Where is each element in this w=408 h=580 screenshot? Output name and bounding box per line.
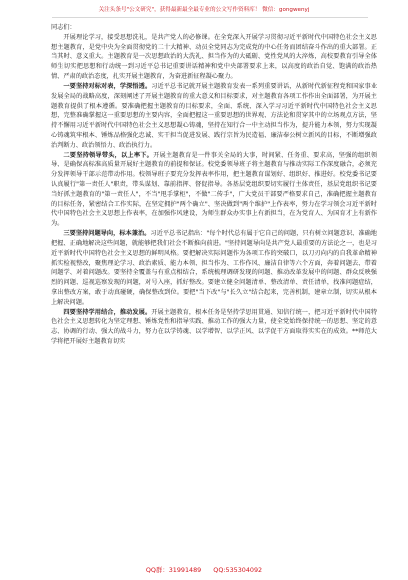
- paragraph-text: 习近平总书记指出："每个时代总有属于它自己的问题，只有树立问题意识、准确地把握、正确地解决这些问题，就能够把我们社会不断推向前进。"坚持问题导向是共产党人最重要的方法论之一，也是习近平新时代中国特色社会主义思想的鲜明风格。要把解决实际问题作为各项工作的突破口，以刀刃向内的自我革命精神抓实检视整改，聚焦理论学习、政治素质、能力本领、担当作为、工作作风、廉洁自律等六个方面，奔着问题去、带着问题学、对着问题改。要坚持全覆盖与有重点相结合，系统梳理调研发现的问题、推动改革发展中的问题、群众反映强烈的问题、巡视巡察发现的问题，对号入座，抓好整改。要建立健全问题清单、整改清单、责任清单，找准问题症结，拿出整改方案，敢于动真碰硬，确保整改到位。要把"当下改"与"长久立"结合起来，完善机制，建章立制，切实从根本上解决问题。: [51, 230, 377, 306]
- paragraph-point-1: [51, 82, 377, 151]
- contact-footer: [0, 566, 408, 575]
- paragraph-lead: 三要坚持问题导向，标本兼治。: [63, 230, 151, 238]
- paragraph-point-2: [51, 151, 377, 230]
- qq-group-number: QQ群：31991489: [145, 566, 202, 574]
- paragraph-text: 开展主题教育，根本任务是坚持学思用贯通、知信行统一，把习近平新时代中国特色社会主义思想转化为坚定理想、锤炼党性和指导实践、推动工作的强大力量，使全党始终保持统一的思想、坚定的意志、协调的行动、强大的战斗力，努力在以学铸魂、以学增智、以学正风、以学促干方面取得实实在的成效。**师范大学将把开展好主题教育切实: [51, 308, 378, 345]
- paragraph-text: 开展主题教育是一件事关全局的大事，时间紧、任务重、要求高，坚强的组织领导、是确保高标准高质量开展好主题教育的前提和保证。校党委领导班子将主题教育与推动实际工作深度融合，必须充分发挥领导干部示范带动作用。校领导班子要充分发挥表率作用，把主题教育谋划好、组织好、推进好。校党委书记要认真履行"第一责任人"职责，带头谋划、靠前指挥、督促指导。各基层党组织要切实履行主体责任，基层党组织书记要当好抓主题教育的"第一责任人"，不当"甩手掌柜"，不做"二传手"，广大党员干部要严格要求自己，准确把握主题教育的目标任务，紧密结合工作实际，在坚定拥护"两个确立"、坚决做到"两个维护"上作表率，努力在学习领会习近平新时代中国特色社会主义思想上作表率，在加强作风建设，为师生群众办实事上有新担当，在为党育人、为国育才上有新作为。: [51, 151, 378, 228]
- promo-banner: 关注头条号"公文研究"，获得最新最全最专业的公文写作资料库！ 微信：gongwenyj: [98, 7, 310, 13]
- paragraph-point-3: [51, 229, 377, 308]
- document-body: [51, 23, 377, 347]
- paragraph-lead: 二要坚持领导带头，以上率下。: [63, 151, 154, 159]
- header-divider: [52, 17, 368, 18]
- paragraph-text: 开展理论学习，接受思想洗礼，是共产党人的必修课。在全党深入开展学习贯彻习近平新时代中国特色社会主义思想主题教育，是党中央为全面贯彻党的二十大精神、动员全党同志为完成党的中心任务而团结奋斗作出的重大部署。正当其时、意义重大。主题教育是一次思想政治的大洗礼、担当作为的大砥砺、党性党风的大淬炼，高校要教育引导全体师生切实把思想和行动统一到习近平总书记重要讲话精神和党中央部署要求上来，以高度的政治自觉、饱满的政治热情、严肃的政治态度，扎实开展主题教育，为奋进新征程凝心聚力。: [51, 33, 377, 81]
- paragraph-point-4: [51, 308, 377, 347]
- salutation: 同志们：: [51, 24, 76, 31]
- paragraph-lead: 一要坚持对标对表，学深悟透。: [63, 82, 152, 90]
- qq-number: QQ:535304092: [213, 566, 263, 574]
- paragraph-lead: 四要坚持学用结合，推动发展。: [63, 308, 152, 316]
- paragraph-intro: [51, 33, 377, 82]
- paragraph-text: 习近平总书记就开展主题教育发表一系列重要讲话，从新时代新征程党和国家事业发展全局的战略高度，深刻阐述了开展主题教育的重大意义和目标要求，对主题教育各项工作作出全面部署，为开展主题教育提供了根本遵循。要准确把握主题教育的目标要求，全面、系统、深入学习习近平新时代中国特色社会主义思想，完整准确掌握这一重要思想的主要内容，全面把握这一重要思想的世界观、方法论和贯穿其中的立场观点方法，坚持不懈用习近平新时代中国特色社会主义思想凝心铸魂，坚持在知行合一中主动担当作为，提升能力本领，努力实现凝心铸魂筑牢根本、锤炼品格强化忠诚、实干担当促进发展、践行宗旨为民造福、廉洁奉公树立新风的目标，不断增强政治判断力、政治领悟力、政治执行力。: [51, 82, 378, 149]
